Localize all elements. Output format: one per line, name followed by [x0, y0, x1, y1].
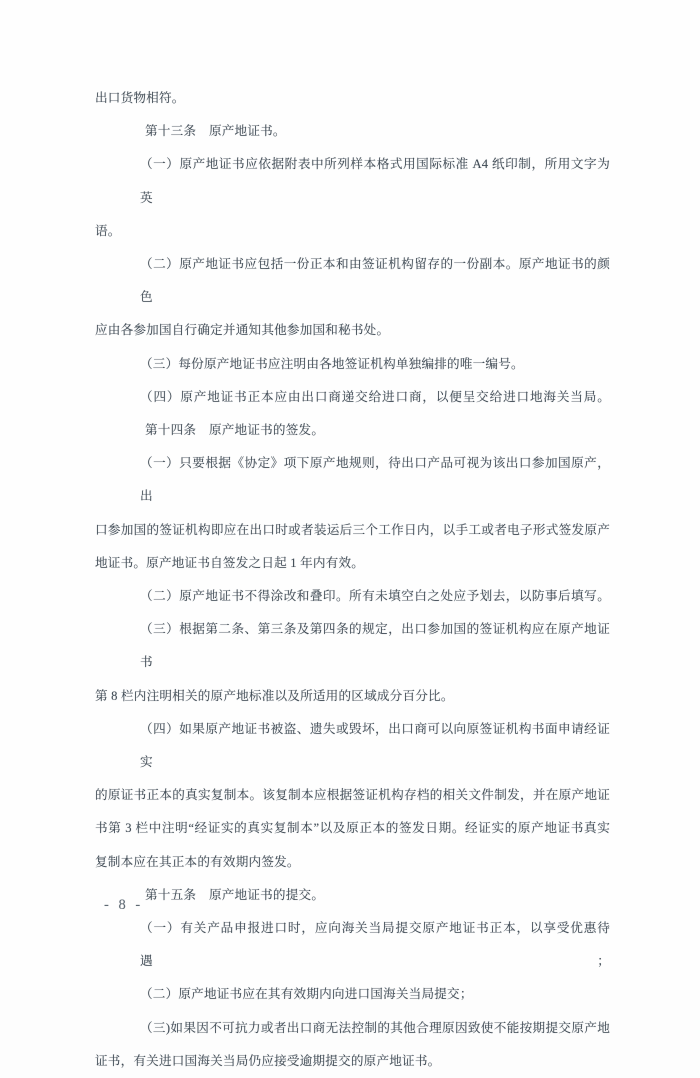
text-line: （一）有关产品申报进口时，应向海关当局提交原产地证书正本，以享受优惠待遇； — [140, 921, 610, 969]
text-line: 书第 3 栏中注明“经证实的真实复制本”以及原正本的签发日期。经证实的原产地证书真实 — [95, 821, 610, 836]
text-line: 复制本应在其正本的有效期内签发。 — [95, 854, 300, 869]
text-line: （一）原产地证书应依据附表中所列样本格式用国际标准 A4 纸印制，所用文字为英 — [140, 157, 610, 205]
document-body — [95, 82, 610, 1078]
text-line: 证书，有关进口国海关当局仍应接受逾期提交的原产地证书。 — [95, 1053, 441, 1068]
text-line: （三)如果因不可抗力或者出口商无法控制的其他合理原因致使不能按期提交原产地 — [140, 1020, 610, 1035]
page-number: - 8 - — [104, 897, 144, 913]
text-line: （三）每份原产地证书应注明由各地签证机构单独编排的唯一编号。 — [140, 356, 524, 371]
text-line: 语。 — [95, 223, 121, 238]
text-line: （二）原产地证书不得涂改和叠印。所有未填空白之处应予划去，以防事后填写。 — [140, 589, 610, 604]
text-line: 第 8 栏内注明相关的原产地标准以及所适用的区域成分百分比。 — [95, 688, 454, 703]
text-line: 第十三条 原产地证书。 — [145, 124, 286, 139]
text-line: （四）如果原产地证书被盗、遗失或毁坏，出口商可以向原签证机构书面申请经证实 — [140, 721, 610, 770]
text-line: 出口货物相符。 — [95, 91, 185, 105]
text-line: （四）原产地证书正本应由出口商递交给进口商，以便呈交给进口地海关当局。 — [140, 389, 610, 404]
text-line: 应由各参加国自行确定并通知其他参加国和秘书处。 — [95, 323, 390, 338]
text-line: 口参加国的签证机构即应在出口时或者装运后三个工作日内，以手工或者电子形式签发原产 — [95, 522, 610, 537]
text-line: 第十五条 原产地证书的提交。 — [145, 887, 325, 902]
text-line: （一）只要根据《协定》项下原产地规则，待出口产品可视为该出口参加国原产，出 — [140, 456, 610, 504]
text-line: （二）原产地证书应包括一份正本和由签证机构留存的一份副本。原产地证书的颜色 — [140, 257, 610, 305]
text-line: （三）根据第二条、第三条及第四条的规定，出口参加国的签证机构应在原产地证书 — [140, 622, 610, 670]
text-line: （二）原产地证书应在其有效期内向进口国海关当局提交； — [140, 987, 473, 1002]
text-line: 的原证书正本的真实复制本。该复制本应根据签证机构存档的相关文件制发，并在原产地证 — [95, 788, 610, 803]
text-line: 第十四条 原产地证书的签发。 — [145, 423, 325, 438]
text-line: 地证书。原产地证书自签发之日起 1 年内有效。 — [95, 555, 365, 570]
